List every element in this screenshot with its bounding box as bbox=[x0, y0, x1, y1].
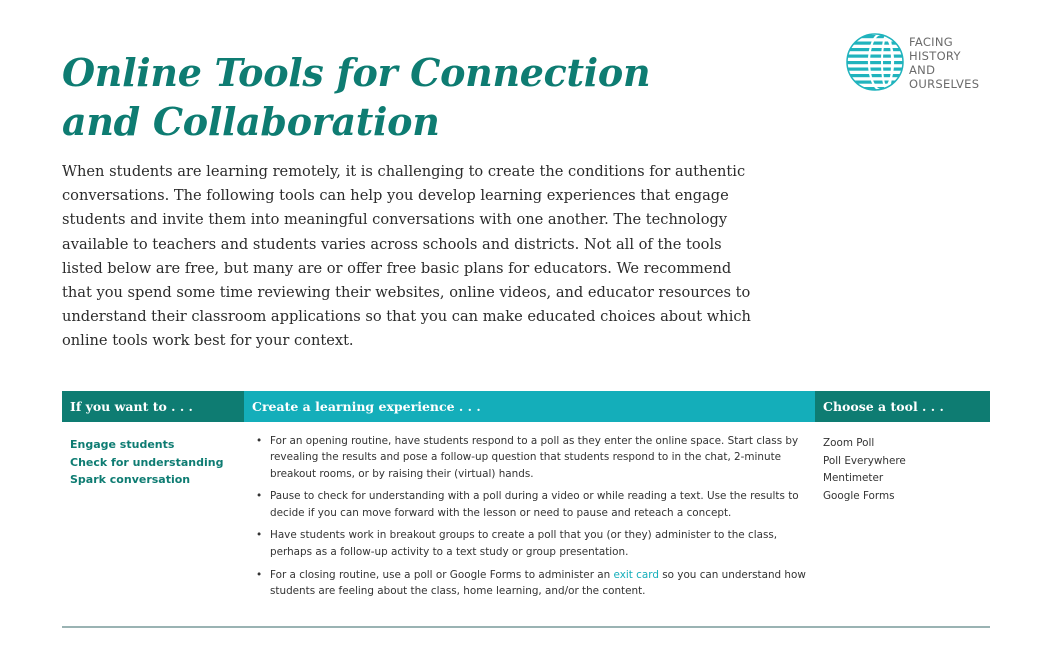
header-tool: Choose a tool . . . bbox=[815, 391, 990, 422]
experience-item bbox=[252, 433, 809, 482]
experience-text bbox=[270, 567, 809, 600]
experience-text: Have students work in breakout groups to create a poll that you (or they) administer to the class, perhaps as a follow-up activity to a text study or group presentation. bbox=[270, 529, 778, 558]
experience-item bbox=[252, 527, 809, 560]
intro-paragraph: When students are learning remotely, it is challenging to create the conditions for authentic conversations. The following tools can help you develop learning experiences that engage students and invite them into meaningful conversations with one another. The technology available to teachers and students varies across schools and districts. Not all of the tools listed below are free, but many are or offer free basic plans for educators. We recommend that you spend some time reviewing their websites, online videos, and educator resources to understand their classroom applications so that you can make educated choices about which online tools work best for your context. bbox=[62, 163, 751, 350]
experience-text: For an opening routine, have students respond to a poll as they enter the online space. Start class by revealing the results and pose a follow-up question that students respond to in the chat, 2-minute breakout rooms, or by raising their (virtual) hands. bbox=[270, 435, 799, 480]
experience-text-after: so you can understand how students are feeling about the class, home learning, and/or the content. bbox=[270, 568, 806, 597]
logo-line: OURSELVES bbox=[909, 77, 980, 91]
bullet-icon: • bbox=[256, 490, 263, 503]
tool-item: Poll Everywhere bbox=[823, 454, 906, 467]
experience-item bbox=[252, 567, 809, 600]
table-body-row bbox=[62, 422, 990, 606]
table-bottom-divider bbox=[62, 626, 990, 628]
experience-text: Pause to check for understanding with a poll during a video or while reading a text. Use the results to decide if you can move forward with the lesson or need to pause and reteach a concept. bbox=[270, 490, 799, 519]
header-experience: Create a learning experience . . . bbox=[244, 391, 815, 422]
logo-line: FACING bbox=[909, 35, 953, 49]
goal-item: Spark conversation bbox=[70, 473, 191, 486]
logo-line: AND bbox=[909, 63, 936, 77]
exit-card-link[interactable]: exit card bbox=[613, 568, 659, 581]
globe-stripes-icon bbox=[845, 32, 905, 92]
logo-line: HISTORY bbox=[909, 49, 961, 63]
goals-column bbox=[62, 422, 244, 606]
tools-table bbox=[62, 391, 990, 606]
tools-column bbox=[815, 422, 990, 606]
header-goal: If you want to . . . bbox=[62, 391, 244, 422]
bullet-icon: • bbox=[256, 435, 263, 447]
logo-wordmark bbox=[909, 35, 979, 91]
tool-item: Google Forms bbox=[823, 489, 895, 502]
experience-item bbox=[252, 488, 809, 521]
tool-item: Mentimeter bbox=[823, 472, 884, 484]
bullet-icon: • bbox=[256, 568, 263, 581]
experiences-column bbox=[244, 422, 815, 606]
tool-item: Zoom Poll bbox=[823, 437, 875, 449]
experience-text-before: For a closing routine, use a poll or Google Forms to administer an bbox=[270, 568, 614, 581]
bullet-icon: • bbox=[256, 529, 263, 542]
table-header-row bbox=[62, 391, 990, 422]
facing-history-logo bbox=[845, 32, 1020, 96]
goal-item: Engage students bbox=[70, 438, 175, 451]
page-title: Online Tools for Connection and Collaboration bbox=[62, 50, 651, 144]
goal-item: Check for understanding bbox=[70, 455, 224, 469]
